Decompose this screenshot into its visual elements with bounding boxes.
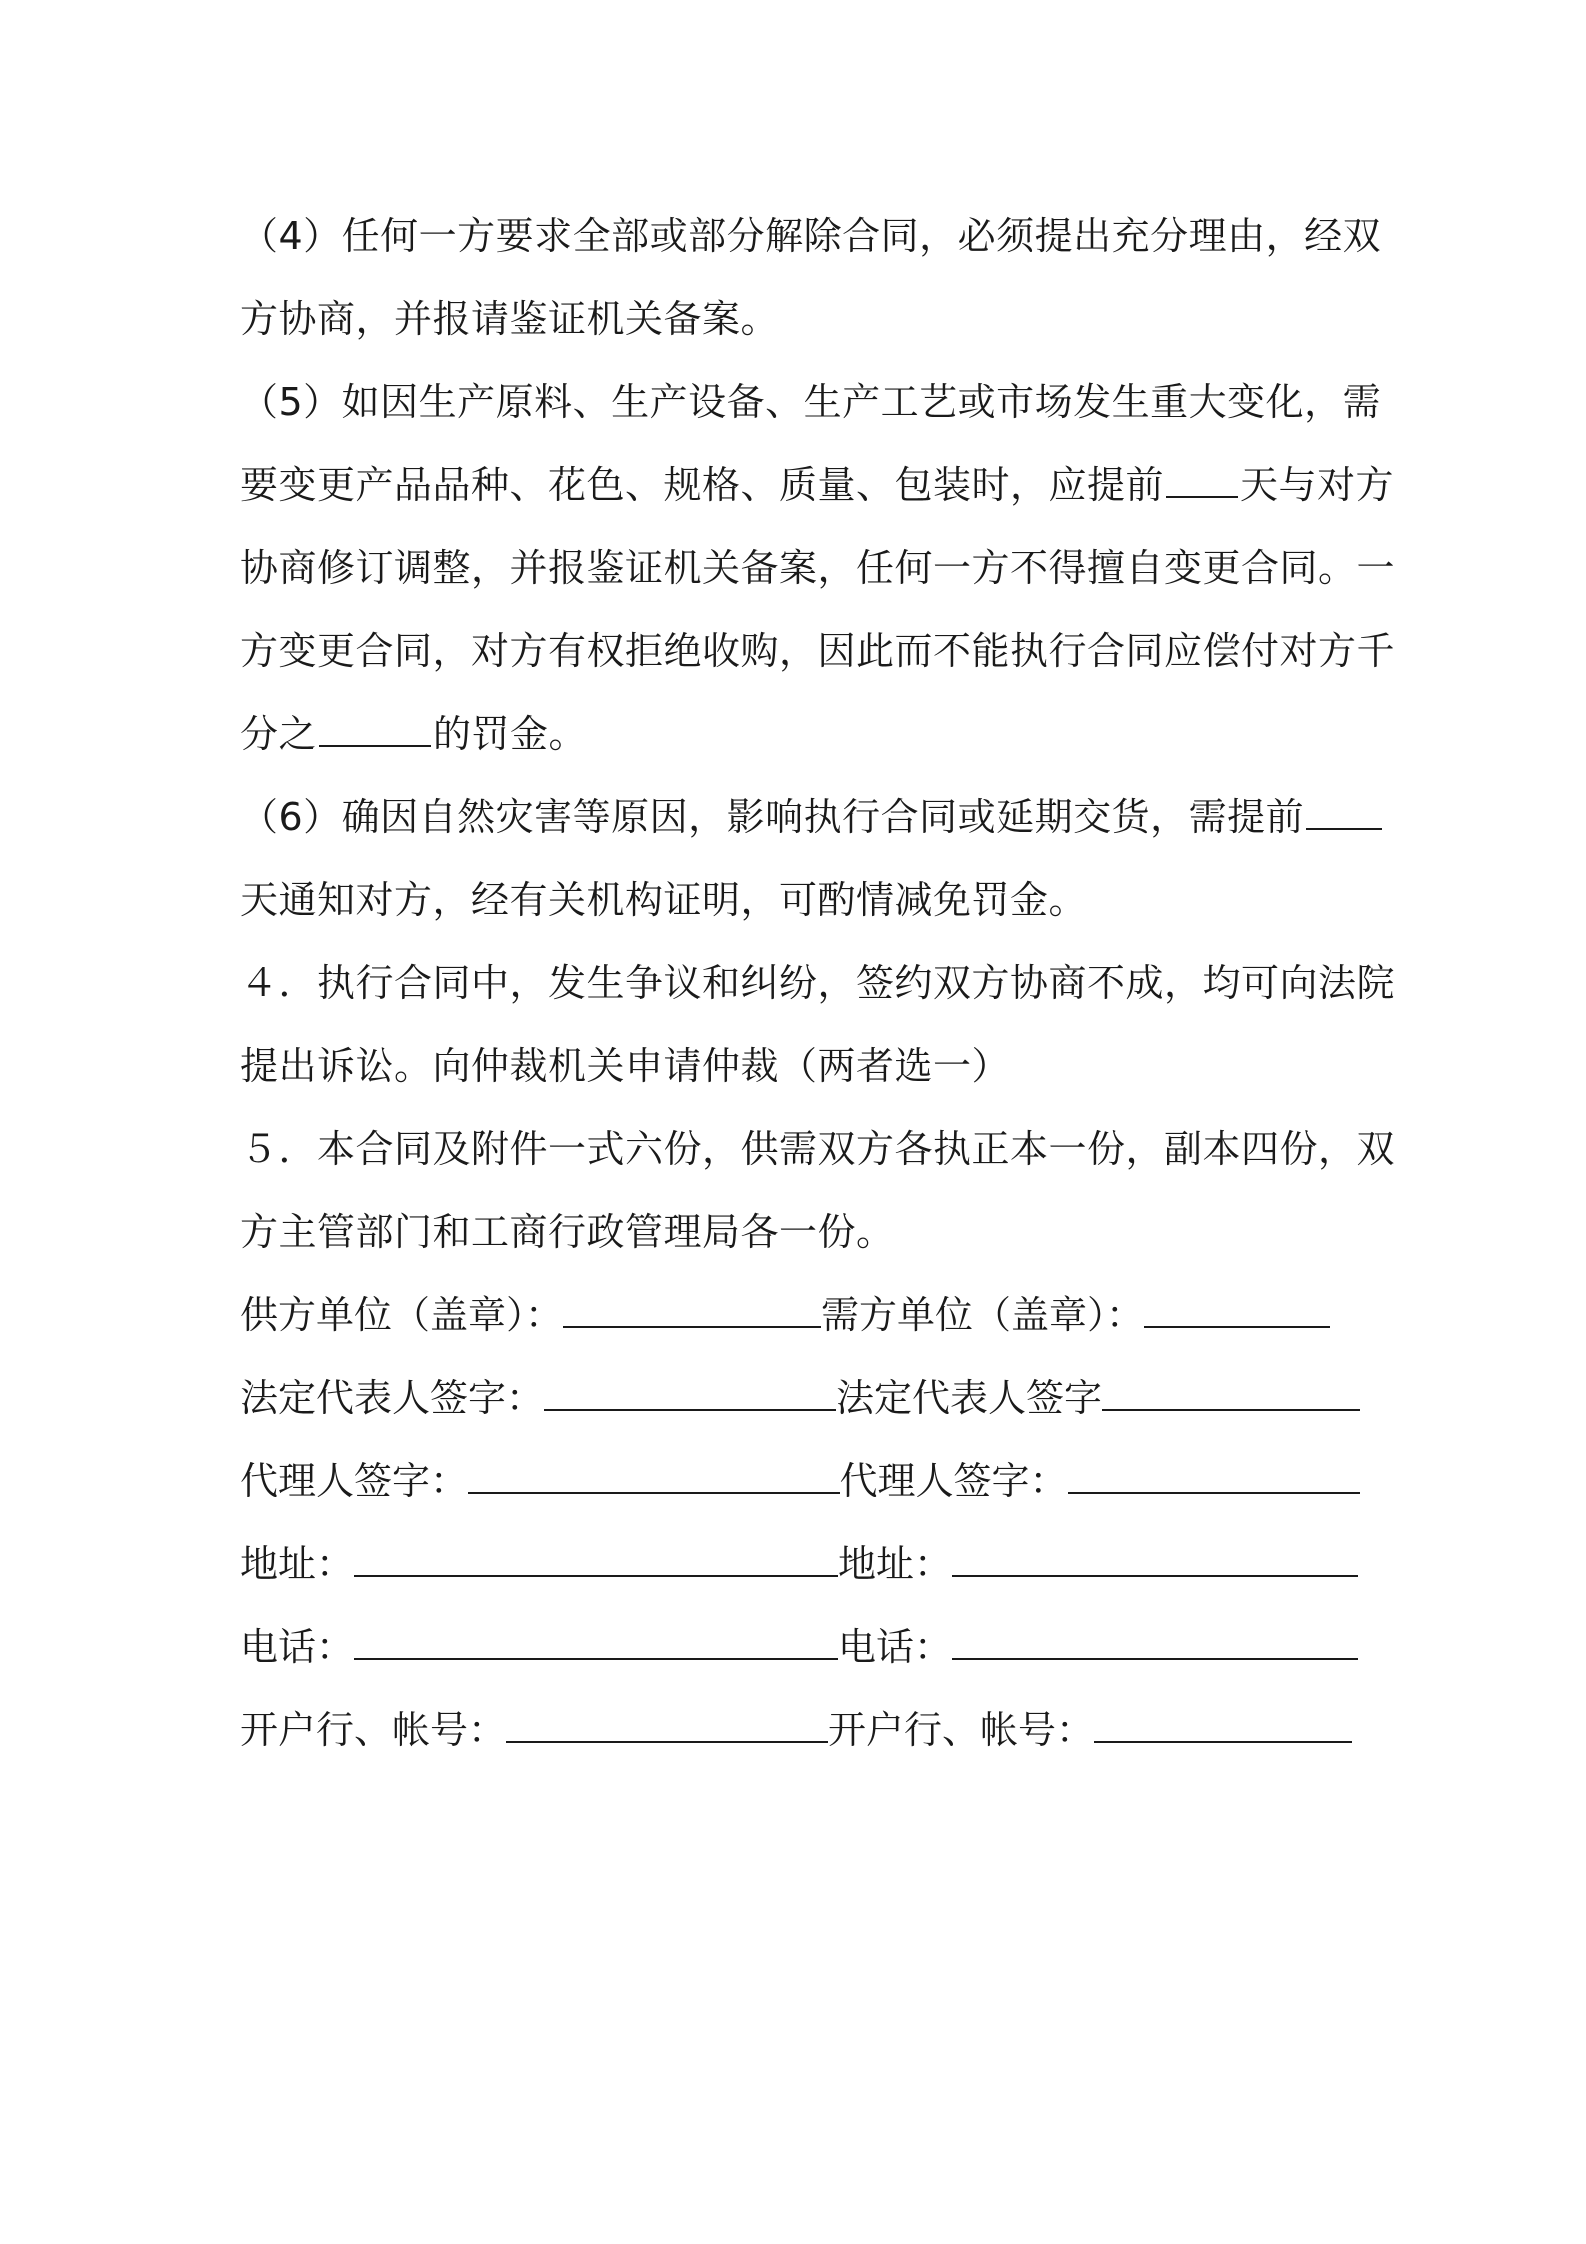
clause-4-line-2: 方协商，并报请鉴证机关备案。 [240, 297, 780, 341]
buyer-agent-label: 代理人签字： [839, 1459, 1068, 1503]
supplier-agent-field[interactable] [468, 1458, 840, 1494]
supplier-phone-field[interactable] [354, 1624, 838, 1660]
clause-5-line-4: 方变更合同，对方有权拒绝收购，因此而不能执行合同应偿付对方千 [240, 629, 1396, 673]
clause-5-line-5 [240, 693, 1360, 776]
clause-5-line-2 [240, 444, 1395, 527]
signature-row-bank [240, 1689, 1360, 1772]
clause-6-line-2: 天通知对方，经有关机构证明，可酌情减免罚金。 [240, 878, 1088, 922]
buyer-address-field[interactable] [952, 1541, 1358, 1577]
clause-5-line-3: 协商修订调整，并报鉴证机关备案，任何一方不得擅自变更合同。一 [240, 546, 1396, 590]
section-5-line-2: 方主管部门和工商行政管理局各一份。 [240, 1210, 895, 1254]
clause-5-line-2-text-a: 要变更产品品种、花色、规格、质量、包装时，应提前 [240, 463, 1165, 507]
supplier-bank-field[interactable] [506, 1707, 828, 1743]
signature-row-phone [240, 1606, 1360, 1689]
supplier-bank-label: 开户行、帐号： [240, 1708, 507, 1752]
signature-row-address [240, 1523, 1360, 1606]
signature-row-agent [240, 1440, 1360, 1523]
supplier-phone-label: 电话： [240, 1625, 355, 1669]
supplier-agent-label: 代理人签字： [240, 1459, 469, 1503]
clause-6-line-1 [240, 776, 1360, 859]
signature-row-legal-rep [240, 1357, 1360, 1440]
buyer-bank-label: 开户行、帐号： [828, 1708, 1095, 1752]
supplier-address-label: 地址： [240, 1542, 355, 1586]
signature-row-unit [240, 1274, 1360, 1357]
buyer-legal-rep-label: 法定代表人签字 [836, 1376, 1103, 1420]
buyer-address-label: 地址： [838, 1542, 953, 1586]
buyer-unit-field[interactable] [1144, 1292, 1330, 1328]
buyer-legal-rep-field[interactable] [1102, 1375, 1360, 1411]
section-4-line-2: 提出诉讼。向仲裁机关申请仲裁（两者选一） [240, 1044, 1011, 1088]
advance-days-blank[interactable] [1166, 495, 1238, 498]
buyer-phone-label: 电话： [838, 1625, 953, 1669]
buyer-agent-field[interactable] [1068, 1458, 1360, 1494]
clause-5-line-2-text-b: 天与对方 [1240, 463, 1395, 507]
supplier-unit-label: 供方单位（盖章）： [240, 1293, 564, 1337]
buyer-unit-label: 需方单位（盖章）： [821, 1293, 1145, 1337]
supplier-legal-rep-label: 法定代表人签字： [240, 1376, 545, 1420]
clause-6-line-1-text: （6）确因自然灾害等原因，影响执行合同或延期交货，需提前 [240, 795, 1305, 839]
section-5-line-1: ５．本合同及附件一式六份，供需双方各执正本一份，副本四份，双 [240, 1127, 1396, 1171]
buyer-bank-field[interactable] [1094, 1707, 1352, 1743]
clause-5-line-5-text-b: 的罚金。 [433, 712, 588, 756]
supplier-legal-rep-field[interactable] [544, 1375, 836, 1411]
penalty-rate-blank[interactable] [319, 744, 431, 747]
clause-5-line-5-text-a: 分之 [240, 712, 318, 756]
contract-page [240, 195, 1396, 1772]
supplier-unit-field[interactable] [563, 1292, 821, 1328]
clause-4-line-1: （4）任何一方要求全部或部分解除合同，必须提出充分理由，经双 [240, 214, 1382, 258]
supplier-address-field[interactable] [354, 1541, 838, 1577]
notice-days-blank[interactable] [1306, 827, 1382, 830]
clause-5-line-1: （5）如因生产原料、生产设备、生产工艺或市场发生重大变化，需 [240, 380, 1382, 424]
buyer-phone-field[interactable] [952, 1624, 1358, 1660]
section-4-line-1: ４．执行合同中，发生争议和纠纷，签约双方协商不成，均可向法院 [240, 961, 1396, 1005]
